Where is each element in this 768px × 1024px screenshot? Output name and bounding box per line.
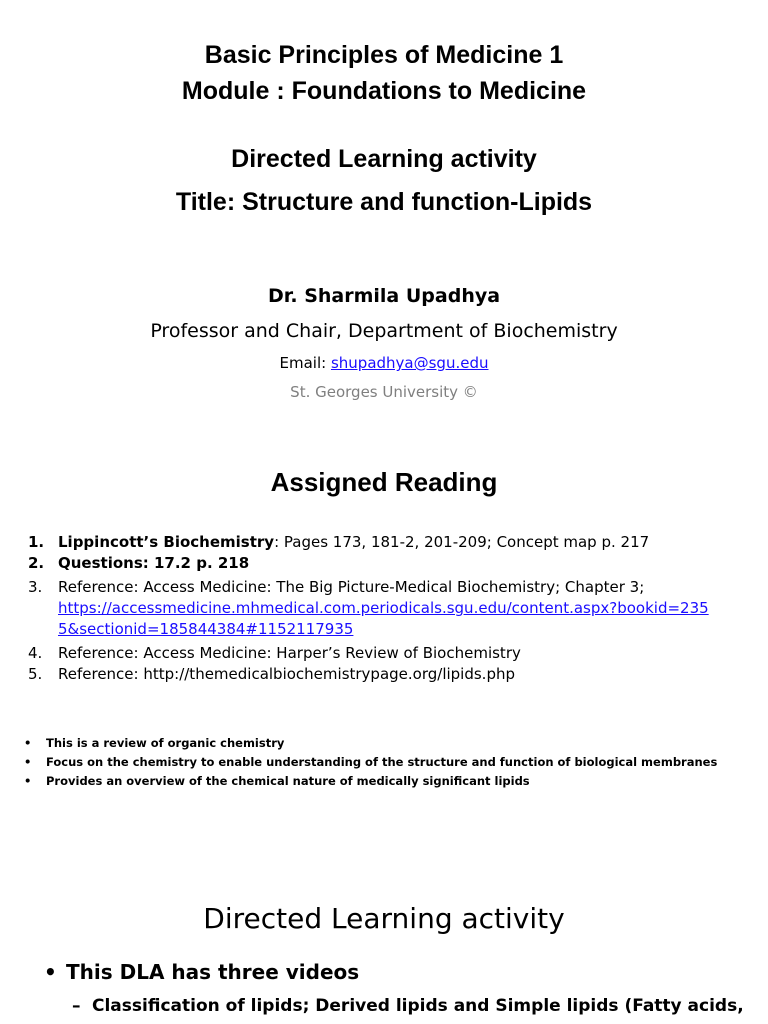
reading-slide xyxy=(0,460,768,800)
dla-bullet xyxy=(44,960,359,984)
reading-item xyxy=(28,664,748,685)
dla-heading: Directed Learning activity xyxy=(203,902,565,935)
bullet-item xyxy=(24,734,717,753)
item-number: 3. xyxy=(28,578,43,596)
bullet-glyph: • xyxy=(24,755,32,769)
university-credit: St. Georges University © xyxy=(290,383,478,401)
title-slide xyxy=(0,0,768,460)
lecture-title: Title: Structure and function-Lipids xyxy=(175,188,593,216)
item-number: 5. xyxy=(28,665,43,683)
dash-glyph: – xyxy=(72,996,81,1016)
item-number: 1. xyxy=(28,533,45,551)
bullet-text: This is a review of organic chemistry xyxy=(46,736,285,750)
author-role: Professor and Chair, Department of Biochemistry xyxy=(150,320,618,342)
reference-link-line-1[interactable]: https://accessmedicine.mhmedical.com.periodicals.sgu.edu/content.aspx?bookid=235 xyxy=(58,599,709,617)
reading-item xyxy=(28,643,748,664)
item-number: 4. xyxy=(28,644,43,662)
dla-sub-bullet-text: Classification of lipids; Derived lipids and Simple lipids (Fatty acids, xyxy=(92,996,744,1016)
bullet-text: Focus on the chemistry to enable understanding of the structure and function of biological membranes xyxy=(46,755,718,769)
reference-link-line-2[interactable]: 5&sectionid=185844384#1152117935 xyxy=(58,620,354,638)
activity-title: Directed Learning activity xyxy=(231,145,537,173)
questions-text: Questions: 17.2 p. 218 xyxy=(58,554,250,572)
book-title: Lippincott’s Biochemistry xyxy=(58,533,275,551)
item-text: Reference: Access Medicine: The Big Picture-Medical Biochemistry; Chapter 3; xyxy=(58,578,645,596)
dla-sub-bullet xyxy=(72,996,744,1016)
email-line xyxy=(0,354,768,372)
reading-heading: Assigned Reading xyxy=(270,467,498,497)
summary-bullets xyxy=(24,734,717,791)
bullet-glyph: • xyxy=(44,960,57,984)
dla-bullet-text: This DLA has three videos xyxy=(66,960,360,984)
bullet-text: Provides an overview of the chemical nature of medically significant lipids xyxy=(46,774,530,788)
reading-list xyxy=(28,532,748,688)
bullet-glyph: • xyxy=(24,736,32,750)
bullet-item xyxy=(24,753,717,772)
reading-item xyxy=(28,532,748,553)
reading-item xyxy=(28,553,748,574)
bullet-item xyxy=(24,772,717,791)
dla-slide xyxy=(0,880,768,1024)
bullet-glyph: • xyxy=(24,774,32,788)
item-text: Reference: http://themedicalbiochemistrypage.org/lipids.php xyxy=(58,665,515,683)
item-number: 2. xyxy=(28,554,45,572)
author-name: Dr. Sharmila Upadhya xyxy=(267,285,501,307)
course-title: Basic Principles of Medicine 1 xyxy=(204,41,564,69)
reading-item xyxy=(28,577,748,640)
email-link[interactable]: shupadhya@sgu.edu xyxy=(330,354,489,372)
item-text: Reference: Access Medicine: Harper’s Review of Biochemistry xyxy=(58,644,521,662)
email-label: Email: xyxy=(279,354,331,372)
module-title: Module : Foundations to Medicine xyxy=(181,77,587,105)
item-text: : Pages 173, 181-2, 201-209; Concept map p. 217 xyxy=(274,533,650,551)
